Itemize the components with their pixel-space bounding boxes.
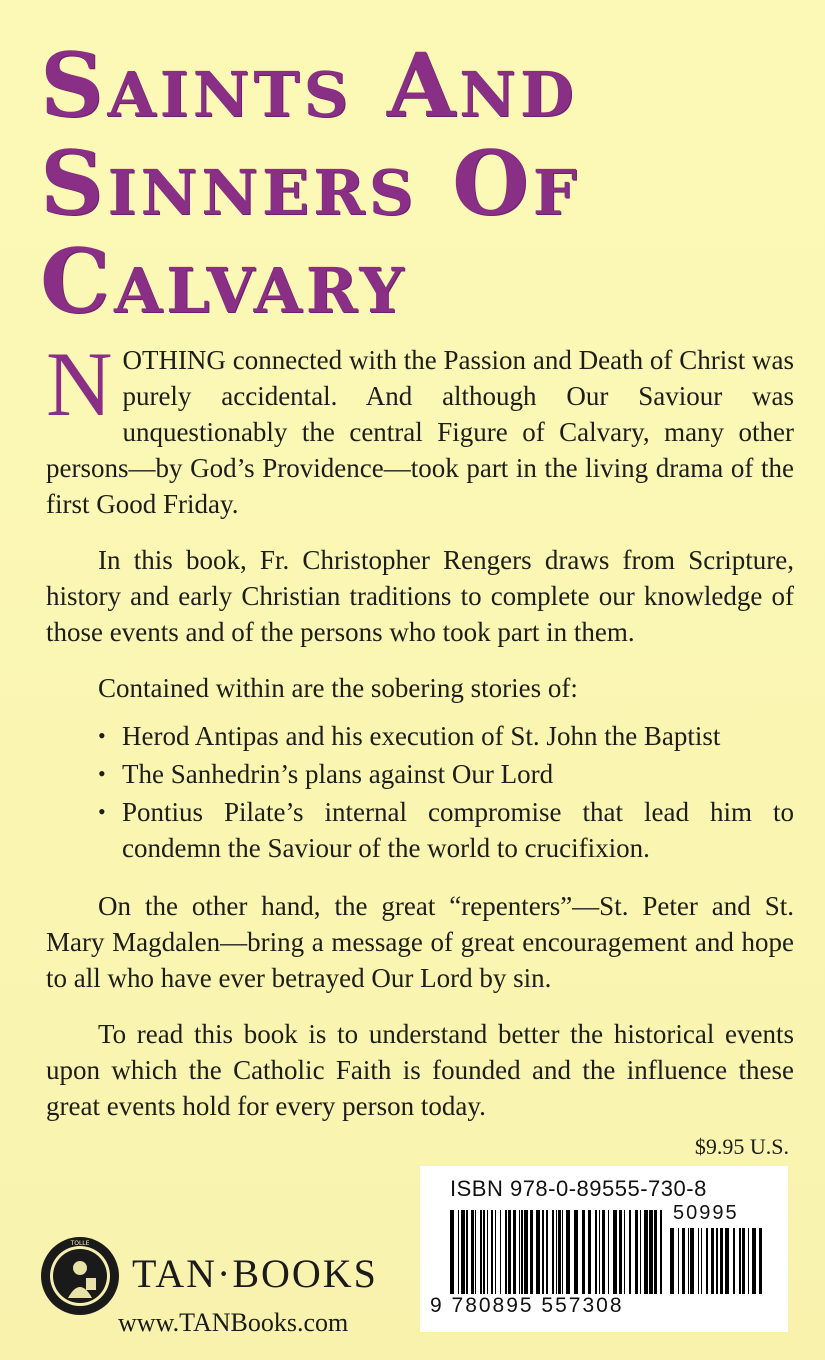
seal-icon xyxy=(40,1236,120,1316)
isbn-label: ISBN 978-0-89555-730-8 xyxy=(450,1176,707,1201)
paragraph-repenters: On the other hand, the great “repenters”—St. Peter and St. Mary Magdalen—bring a message of great encouragement and hope to all who have ever betrayed Our Lord by sin. xyxy=(46,891,794,993)
publisher-name: TAN·BOOKS xyxy=(132,1251,378,1296)
drop-cap: N xyxy=(46,333,113,435)
list-item: • Herod Antipas and his execution of St. John the Baptist xyxy=(98,718,794,754)
intro-text: OTHING connected with the Passion and Death of Christ was purely accidental. And although Our Saviour was unquestionably the central Figure of Calvary, many other persons—by God’s Providence—took part in the living drama of the first Good Friday. xyxy=(46,345,794,519)
title-line-3: Calvary xyxy=(40,229,408,333)
paragraph-author: In this book, Fr. Christopher Rengers draws from Scripture, history and early Christian traditions to complete our knowledge of those events and of the persons who took part in them. xyxy=(46,545,794,647)
price-label: $9.95 U.S. xyxy=(694,1134,789,1159)
intro-paragraph xyxy=(46,333,794,522)
isbn-barcode xyxy=(420,1166,788,1332)
list-item: • Pontius Pilate’s internal compromise that lead him to condemn the Saviour of the world to crucifixion. xyxy=(98,794,794,866)
book-title xyxy=(40,33,800,333)
stories-list xyxy=(98,718,794,866)
description xyxy=(46,333,794,1144)
contained-intro: Contained within are the sobering stories of: xyxy=(98,673,578,703)
list-item: • The Sanhedrin’s plans against Our Lord xyxy=(98,756,794,792)
publisher-website: www.TANBooks.com xyxy=(118,1308,349,1337)
tan-seal-logo xyxy=(40,1236,120,1316)
addon-number: 50995 xyxy=(673,1202,739,1224)
ean-number: 9 780895 557308 xyxy=(430,1294,624,1317)
title-line-1: Saints And xyxy=(40,33,578,137)
paragraph-conclusion: To read this book is to understand better the historical events upon which the Catholic Faith is founded and the influence these great events hold for every person today. xyxy=(46,1019,794,1121)
title-line-2: Sinners Of xyxy=(40,131,581,235)
barcode-bars-addon xyxy=(670,1228,762,1294)
seal-text: TOLLE xyxy=(70,1240,90,1247)
barcode-bars-main xyxy=(450,1210,662,1294)
